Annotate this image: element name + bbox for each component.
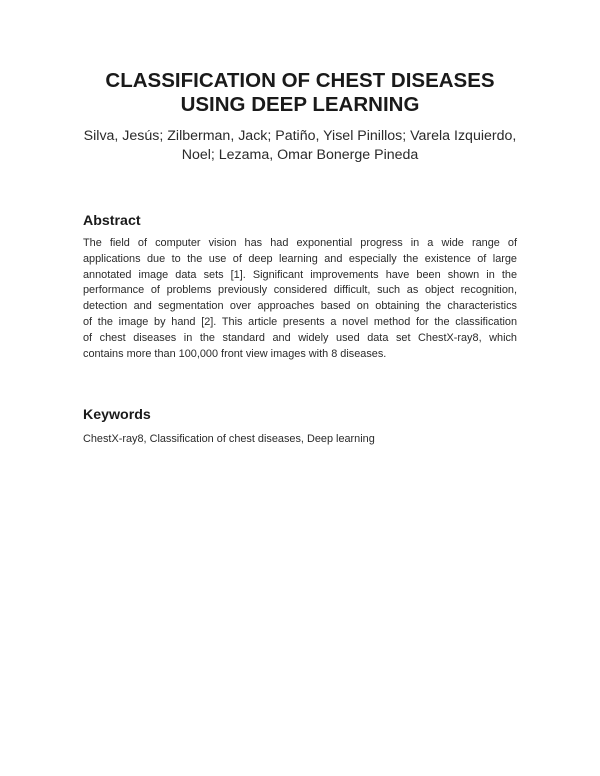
abstract-line: annotated image data sets [1]. Significant improvements have been shown in the bbox=[83, 268, 517, 281]
abstract-line: performance of problems previously considered difficult, such as object recognition, bbox=[83, 284, 517, 297]
paper-title-line-1: CLASSIFICATION OF CHEST DISEASES bbox=[105, 69, 495, 92]
abstract-line: detection and segmentation over approaches based on obtaining the characteristics bbox=[83, 300, 517, 313]
author-list bbox=[60, 127, 540, 165]
author-list-line-1: Silva, Jesús; Zilberman, Jack; Patiño, Yisel Pinillos; Varela Izquierdo, bbox=[83, 128, 517, 144]
keywords-text: ChestX-ray8, Classification of chest diseases, Deep learning bbox=[83, 433, 375, 445]
abstract-line: of chest diseases in the standard and widely used data set ChestX-ray8, which bbox=[83, 331, 517, 344]
abstract-line: contains more than 100,000 front view images with 8 diseases. bbox=[83, 347, 387, 360]
keywords-heading: Keywords bbox=[83, 407, 151, 423]
author-list-line-2: Noel; Lezama, Omar Bonerge Pineda bbox=[181, 147, 419, 163]
abstract-heading: Abstract bbox=[83, 213, 141, 229]
abstract-line: The field of computer vision has had exponential progress in a wide range of bbox=[83, 237, 517, 249]
abstract-line: of the image by hand [2]. This article presents a novel method for the classification bbox=[83, 315, 517, 328]
paper-title bbox=[60, 69, 540, 117]
paper-title-line-2: USING DEEP LEARNING bbox=[180, 93, 420, 116]
abstract-line: applications due to the use of deep learning and especially the existence of large bbox=[83, 252, 517, 265]
abstract-text bbox=[83, 236, 517, 362]
